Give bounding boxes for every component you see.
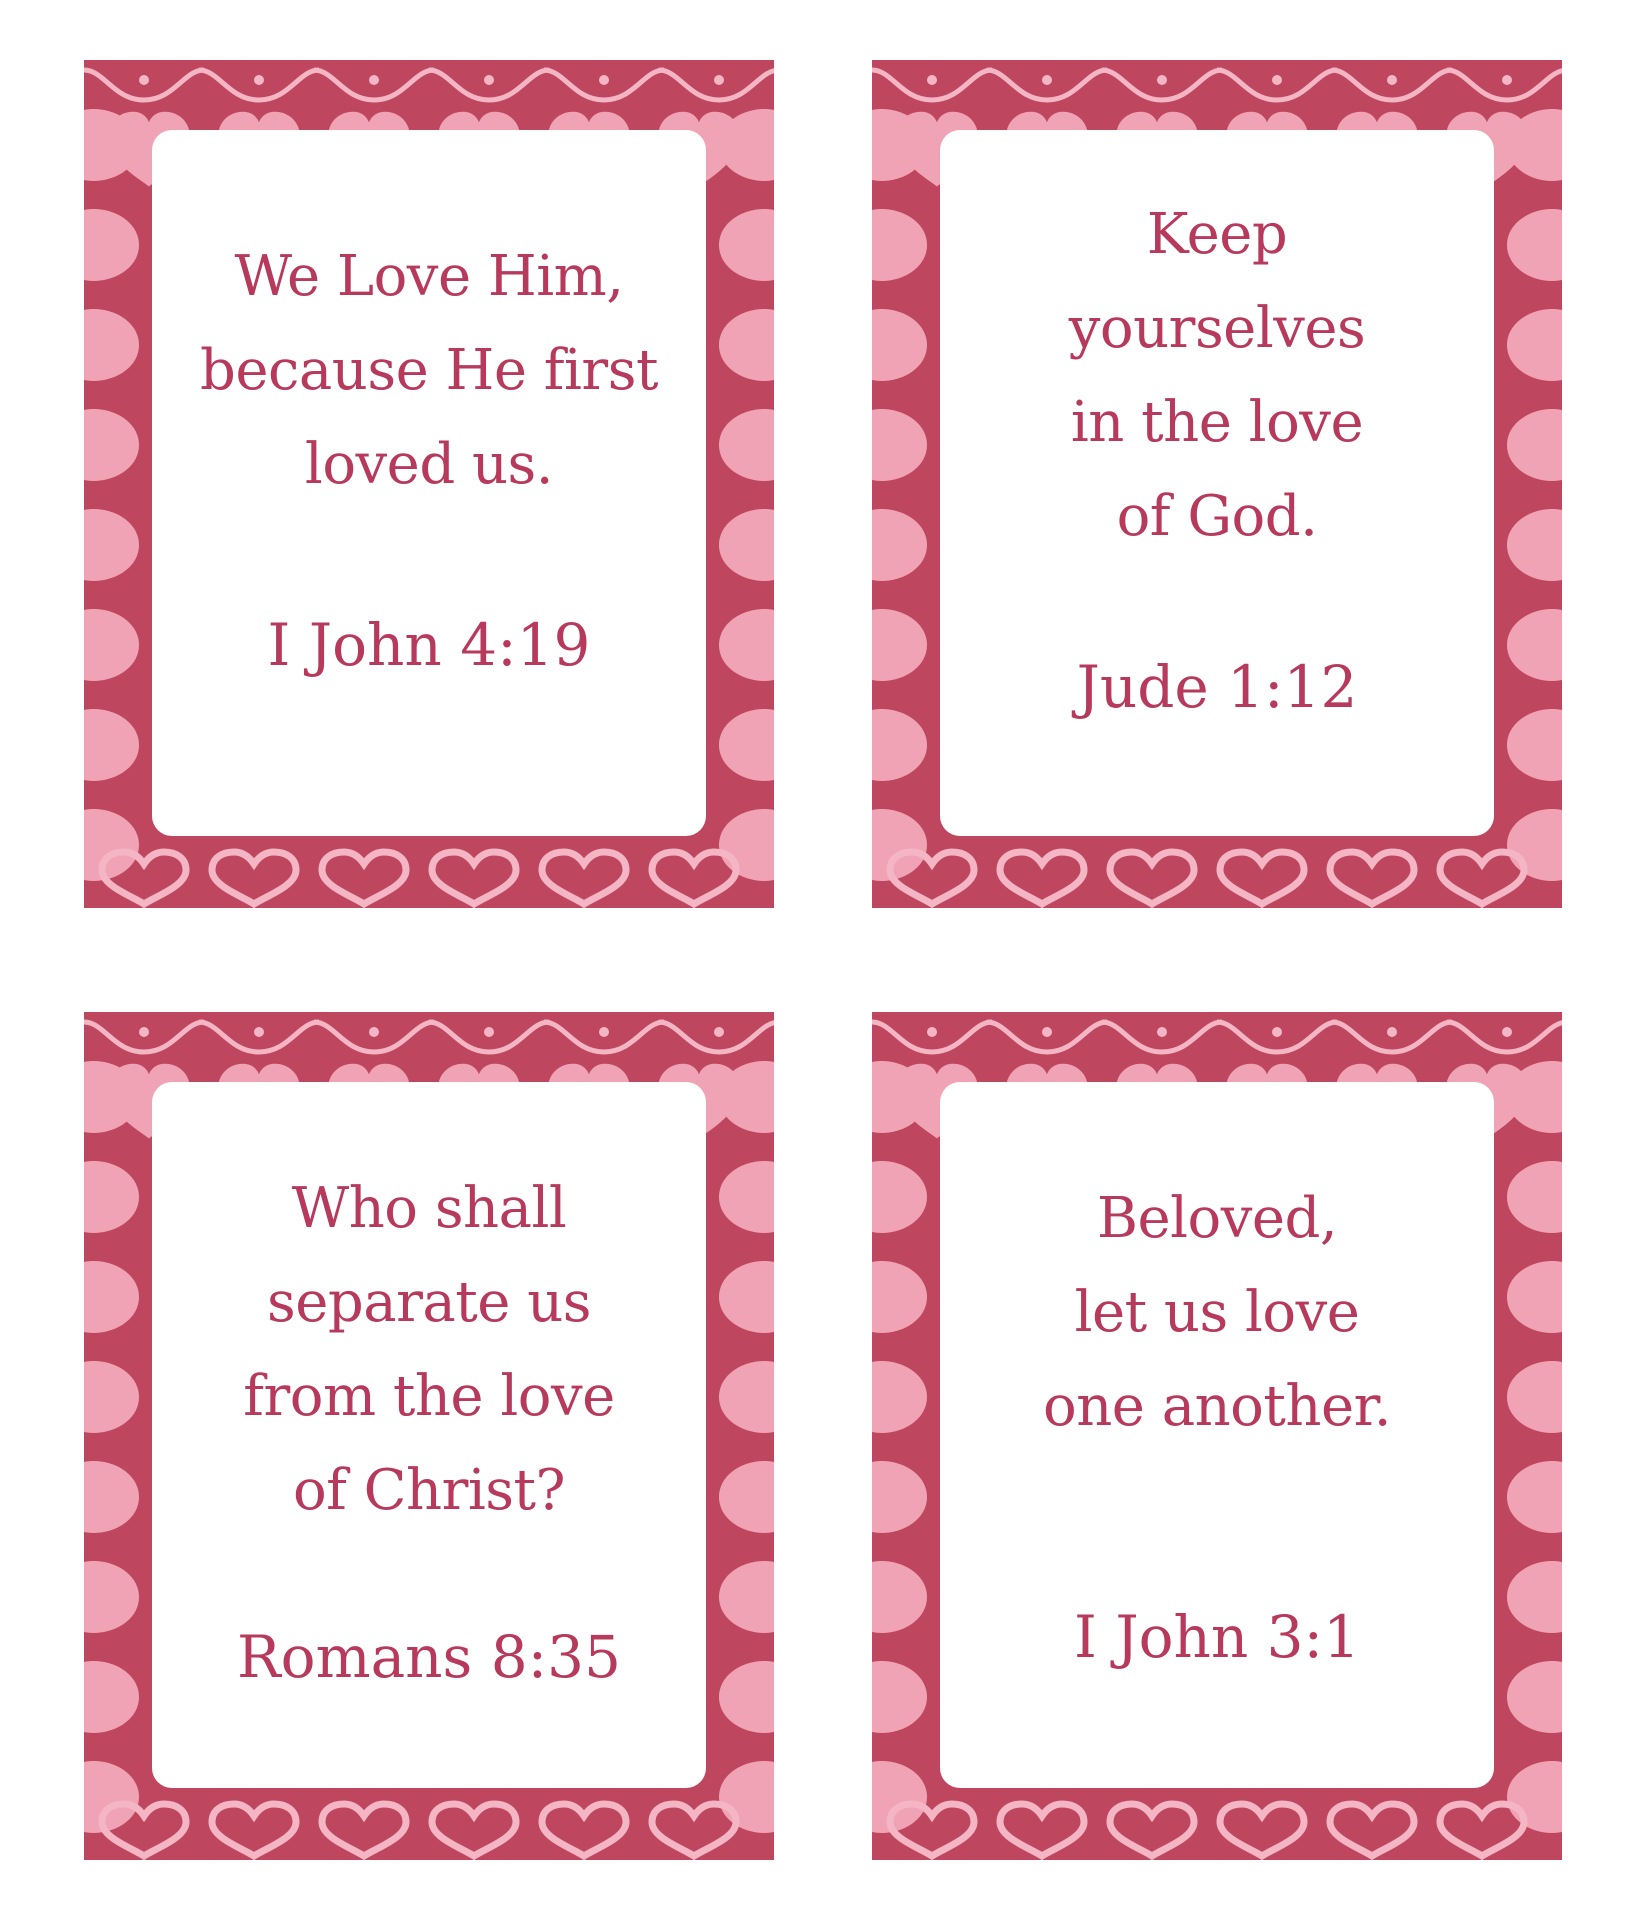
verse-line: because He first <box>200 338 658 403</box>
verse-text <box>960 1172 1474 1454</box>
verse-panel <box>940 130 1494 836</box>
verse-line: in the love <box>1070 390 1364 455</box>
verse-line: yourselves <box>1068 296 1366 361</box>
verse-text <box>960 188 1474 564</box>
verse-line: Who shall <box>291 1176 567 1241</box>
verse-reference: I John 4:19 <box>267 611 591 679</box>
verse-line: one another. <box>1042 1374 1392 1439</box>
verse-panel <box>152 130 706 836</box>
verse-line: We Love Him, <box>234 244 624 309</box>
verse-panel <box>152 1082 706 1788</box>
verse-line: separate us <box>266 1270 592 1335</box>
verse-panel <box>940 1082 1494 1788</box>
verse-line: let us love <box>1074 1280 1360 1345</box>
verse-reference: Jude 1:12 <box>1076 653 1358 721</box>
verse-text <box>172 1162 686 1538</box>
verse-reference: Romans 8:35 <box>237 1623 621 1691</box>
verse-card-3 <box>84 1012 774 1860</box>
verse-card-2 <box>872 60 1562 908</box>
verse-line: from the love <box>243 1364 615 1429</box>
verse-line: Keep <box>1146 202 1288 267</box>
verse-card-4 <box>872 1012 1562 1860</box>
verse-reference: I John 3:1 <box>1073 1603 1360 1671</box>
verse-line: loved us. <box>304 432 554 497</box>
verse-line: of Christ? <box>292 1458 566 1523</box>
verse-card-1 <box>84 60 774 908</box>
verse-line: Beloved, <box>1096 1186 1338 1251</box>
verse-text <box>172 230 686 512</box>
verse-line: of God. <box>1116 484 1318 549</box>
